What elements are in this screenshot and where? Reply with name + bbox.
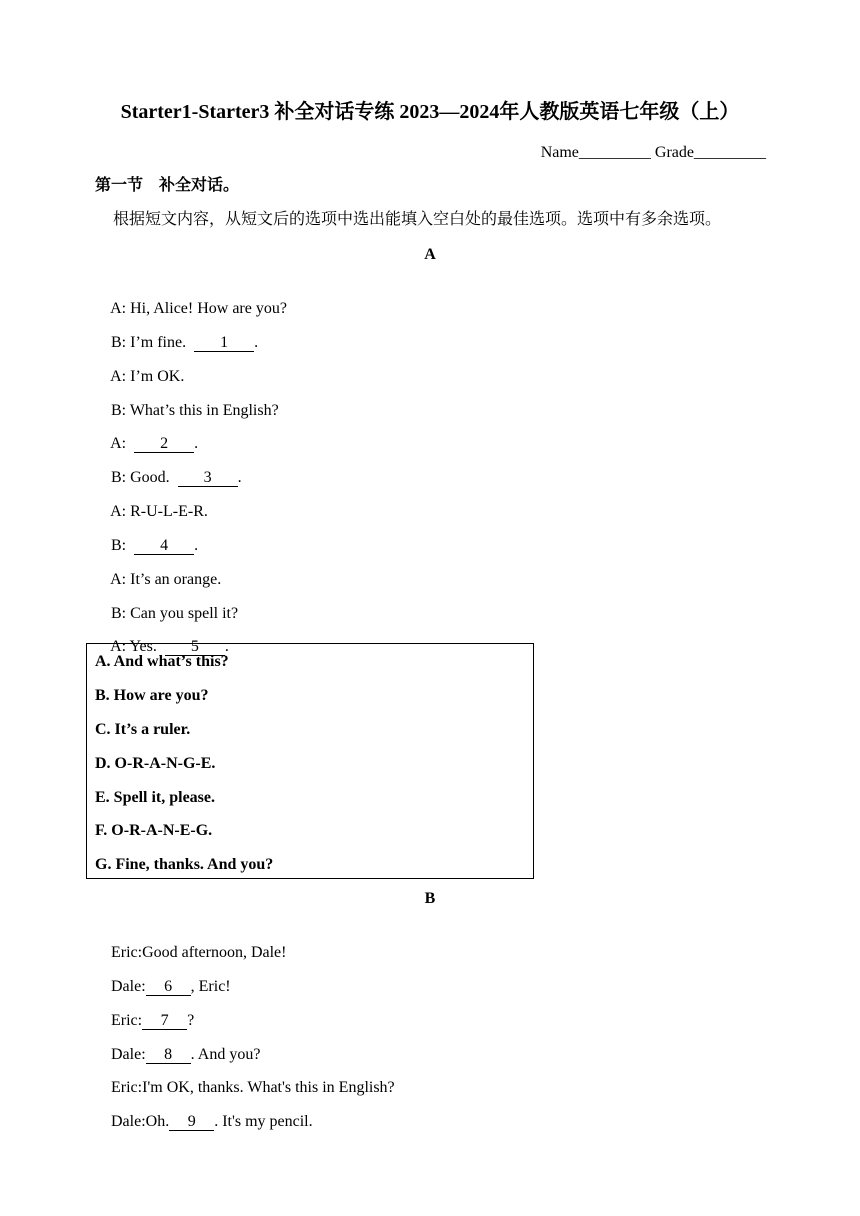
option-d: D. O-R-A-N-G-E. bbox=[95, 755, 216, 772]
options-box bbox=[86, 643, 534, 879]
dialogue-text-after: . bbox=[194, 435, 199, 452]
option-c: C. It’s a ruler. bbox=[95, 721, 191, 738]
dialogue-text: Eric:Good afternoon, Dale! bbox=[111, 944, 287, 961]
dialogue-text: B: bbox=[111, 537, 135, 554]
dialogue-text-after: . It's my pencil. bbox=[214, 1113, 313, 1130]
dialogue-text: Eric:I'm OK, thanks. What's this in English? bbox=[111, 1079, 395, 1096]
blank-1: 1 bbox=[194, 334, 254, 352]
dialogue-text-after: , Eric! bbox=[190, 978, 231, 995]
option-b: B. How are you? bbox=[95, 687, 209, 704]
dialogue-text: B: Good. bbox=[111, 469, 178, 486]
dialogue-text: Dale: bbox=[111, 978, 146, 995]
blank-2: 2 bbox=[134, 435, 194, 453]
blank-9: 9 bbox=[169, 1113, 214, 1131]
dialogue-text-after: . bbox=[224, 638, 229, 655]
page-title: Starter1-Starter3 补全对话专练 2023—2024年人教版英语七年级（上） bbox=[120, 101, 740, 123]
blank-7: 7 bbox=[142, 1012, 187, 1030]
dialogue-text: A: R-U-L-E-R. bbox=[110, 503, 208, 520]
option-e: E. Spell it, please. bbox=[95, 789, 216, 806]
dialogue-text: A: I’m OK. bbox=[110, 368, 185, 385]
instructions: 根据短文内容，从短文后的选项中选出能填入空白处的最佳选项。选项中有多余选项。 bbox=[113, 211, 722, 228]
option-a: A. And what’s this? bbox=[95, 653, 229, 670]
dialogue-text: A: It’s an orange. bbox=[110, 571, 222, 588]
dialogue-text-after: . bbox=[194, 537, 199, 554]
blank-4: 4 bbox=[134, 537, 194, 555]
dialogue-text: B: What’s this in English? bbox=[111, 402, 279, 419]
dialogue-text: Eric: bbox=[111, 1012, 143, 1029]
dialogue-text-after: ? bbox=[187, 1012, 195, 1029]
blank-6: 6 bbox=[146, 978, 191, 996]
part-a-label: A bbox=[424, 246, 436, 263]
dialogue-text: A: Hi, Alice! How are you? bbox=[110, 300, 287, 317]
dialogue-text: Dale:Oh. bbox=[111, 1113, 170, 1130]
option-f: F. O-R-A-N-E-G. bbox=[95, 822, 213, 839]
dialogue-text: B: Can you spell it? bbox=[111, 605, 239, 622]
dialogue-text: Dale: bbox=[111, 1046, 146, 1063]
part-b-label: B bbox=[424, 890, 436, 907]
dialogue-text-after: . bbox=[254, 334, 259, 351]
dialogue-text-after: . bbox=[237, 469, 242, 486]
dialogue-line bbox=[95, 1092, 313, 1152]
dialogue-text-after: . And you? bbox=[190, 1046, 261, 1063]
dialogue-text: A: Yes. bbox=[110, 638, 165, 655]
blank-8: 8 bbox=[146, 1046, 191, 1064]
name-grade-line: Name_________ Grade_________ bbox=[540, 144, 766, 161]
section-heading: 第一节 补全对话。 bbox=[95, 177, 240, 194]
blank-5: 5 bbox=[165, 638, 225, 656]
dialogue-text: A: bbox=[110, 435, 135, 452]
blank-3: 3 bbox=[178, 469, 238, 487]
option-g: G. Fine, thanks. And you? bbox=[95, 856, 274, 873]
dialogue-text: B: I’m fine. bbox=[111, 334, 195, 351]
